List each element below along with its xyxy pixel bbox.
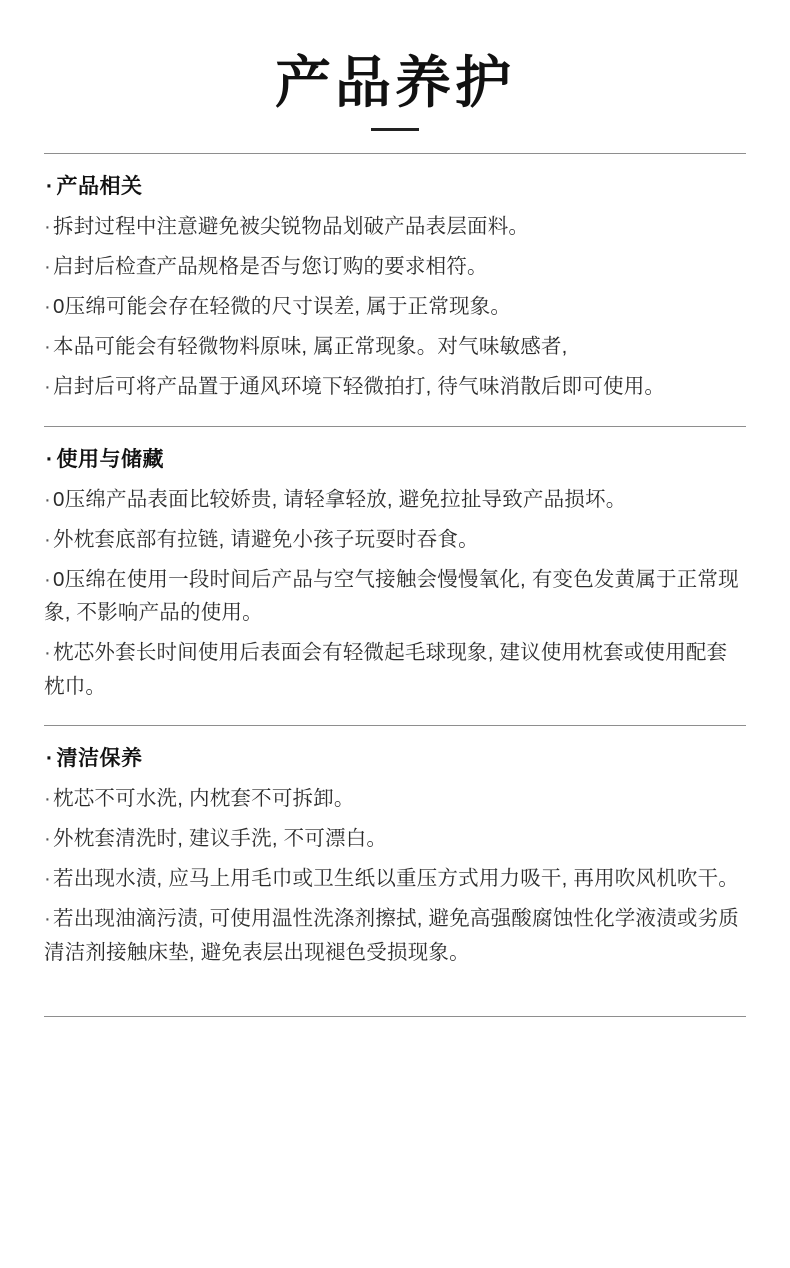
bullet-icon: · [44, 827, 52, 851]
list-item-text: 0压绵产品表面比较娇贵, 请轻拿轻放, 避免拉扯导致产品损坏。 [53, 487, 627, 511]
section-product-related [44, 154, 746, 404]
divider-bottom [44, 1016, 746, 1017]
list-item [44, 290, 746, 323]
section-heading [46, 170, 746, 200]
list-item [44, 210, 746, 243]
bullet-icon: · [44, 907, 52, 931]
bullet-icon: · [44, 487, 52, 511]
list-item-text: 枕芯不可水洗, 内枕套不可拆卸。 [53, 786, 355, 810]
section-use-and-storage [44, 427, 746, 703]
bullet-icon: · [44, 375, 52, 399]
bullet-icon: · [44, 641, 52, 665]
list-item-text: 拆封过程中注意避免被尖锐物品划破产品表层面料。 [53, 214, 530, 238]
bullet-icon: · [44, 867, 52, 891]
bullet-icon: · [44, 214, 52, 238]
list-item [44, 250, 746, 283]
list-item [44, 370, 746, 403]
section-heading-label: 产品相关 [56, 174, 143, 198]
list-item [44, 782, 746, 815]
bullet-icon: · [44, 295, 52, 318]
list-item-text: 外枕套底部有拉链, 请避免小孩子玩耍时吞食。 [53, 527, 479, 551]
bullet-icon: · [44, 527, 52, 551]
title-underline [371, 128, 419, 131]
list-item-text: 枕芯外套长时间使用后表面会有轻微起毛球现象, 建议使用枕套或使用配套枕巾。 [44, 641, 728, 698]
list-item [44, 483, 746, 516]
bullet-icon: · [44, 568, 52, 592]
list-item [44, 822, 746, 855]
section-heading [46, 443, 746, 473]
list-item-text: 启封后可将产品置于通风环境下轻微拍打, 待气味消散后即可使用。 [53, 375, 666, 399]
section-heading [46, 742, 746, 772]
bullet-icon: · [46, 746, 54, 770]
bullet-icon: · [46, 174, 54, 198]
section-heading-label: 清洁保养 [56, 746, 143, 770]
list-item-text: 若出现水渍, 应马上用毛巾或卫生纸以重压方式用力吸干, 再用吹风机吹干。 [53, 867, 740, 891]
list-item-text: 本品可能会有轻微物料原味, 属正常现象。对气味敏感者, [53, 335, 568, 359]
section-heading-label: 使用与储藏 [56, 447, 164, 471]
list-item-text: 外枕套清洗时, 建议手洗, 不可漂白。 [53, 827, 388, 851]
bullet-icon: · [44, 254, 52, 278]
bullet-icon: · [46, 447, 54, 471]
list-item [44, 523, 746, 556]
section-cleaning-maintenance [44, 726, 746, 969]
list-item-text: 若出现油滴污渍, 可使用温性洗涤剂擦拭, 避免高强酸腐蚀性化学液渍或劣质清洁剂接触床垫, 避免表层出现褪色受损现象。 [44, 907, 740, 964]
page-title-block [44, 0, 746, 131]
list-item-text: 0压绵在使用一段时间后产品与空气接触会慢慢氧化, 有变色发黄属于正常现象, 不影响产品的使用。 [44, 568, 739, 625]
page-title: 产品养护 [275, 51, 515, 114]
list-item [44, 330, 746, 363]
bullet-icon: · [44, 786, 52, 810]
list-item [44, 902, 746, 968]
list-item [44, 636, 746, 702]
list-item-text: 启封后检查产品规格是否与您订购的要求相符。 [53, 254, 488, 278]
list-item [44, 563, 746, 629]
bottom-spacer [44, 976, 746, 994]
list-item [44, 862, 746, 895]
bullet-icon: · [44, 335, 52, 359]
list-item-text: 0压绵可能会存在轻微的尺寸误差, 属于正常现象。 [53, 295, 512, 318]
